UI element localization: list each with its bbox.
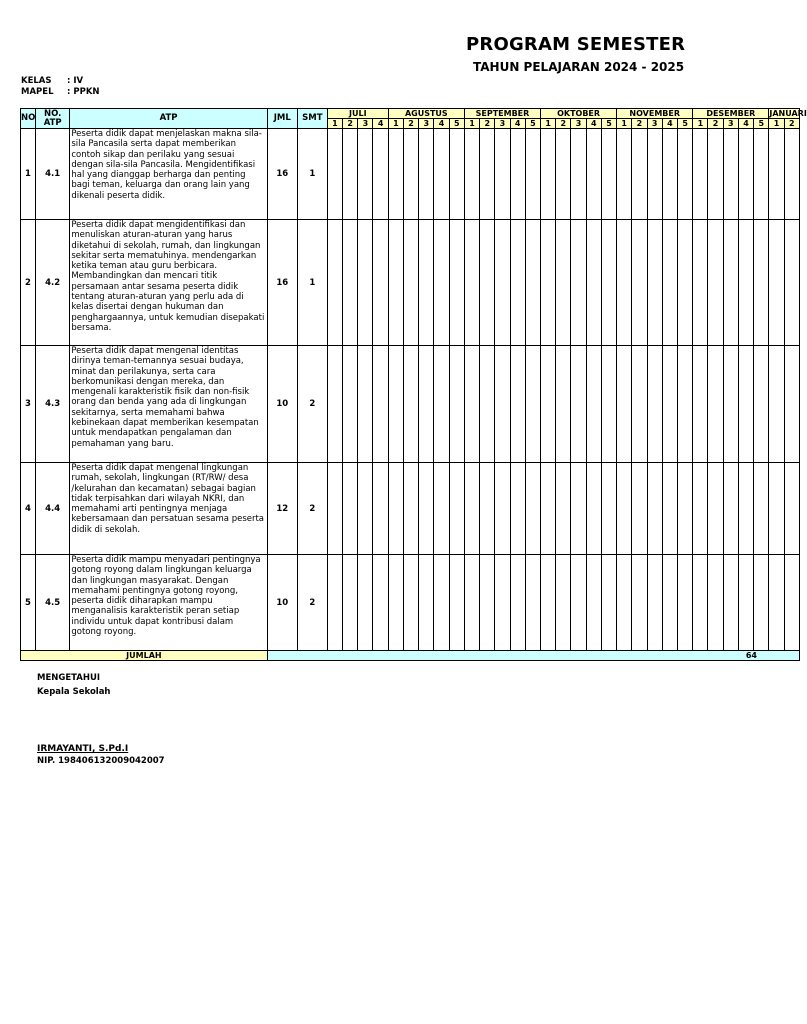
week-cell: [434, 220, 449, 346]
row-no-atp: 4.1: [36, 129, 70, 220]
week-cell: [419, 129, 434, 220]
month-header: OKTOBER: [541, 109, 617, 119]
mengetahui-label: MENGETAHUI: [37, 673, 101, 683]
week-cell: [647, 220, 662, 346]
week-cell: [343, 555, 358, 651]
mapel-label: MAPEL: [21, 87, 54, 97]
col-header-smt: SMT: [297, 109, 327, 129]
week-cell: [495, 463, 510, 555]
row-smt: 1: [297, 220, 327, 346]
week-cell: [738, 463, 753, 555]
week-cell: [708, 129, 723, 220]
week-cell: [738, 220, 753, 346]
page-subtitle: TAHUN PELAJARAN 2024 - 2025: [473, 60, 685, 74]
week-cell: [541, 463, 556, 555]
week-cell: [403, 346, 418, 463]
week-cell: [556, 555, 571, 651]
month-header: JULI: [327, 109, 388, 119]
week-cell: [495, 220, 510, 346]
week-cell: [617, 346, 632, 463]
week-cell: [525, 220, 540, 346]
week-cell: [373, 555, 388, 651]
week-cell: [449, 555, 464, 651]
week-header: 4: [434, 119, 449, 129]
week-cell: [464, 220, 479, 346]
week-cell: [373, 346, 388, 463]
week-cell: [784, 129, 799, 220]
week-cell: [601, 220, 616, 346]
week-header: 1: [464, 119, 479, 129]
week-header: 2: [480, 119, 495, 129]
week-cell: [677, 555, 692, 651]
week-cell: [464, 463, 479, 555]
week-cell: [738, 346, 753, 463]
week-cell: [541, 346, 556, 463]
week-header: 1: [541, 119, 556, 129]
week-cell: [601, 346, 616, 463]
program-semester-table: [20, 108, 807, 661]
week-cell: [327, 463, 342, 555]
week-header: 3: [358, 119, 373, 129]
week-cell: [677, 346, 692, 463]
row-smt: 2: [297, 463, 327, 555]
table-row: [21, 346, 800, 463]
week-cell: [373, 463, 388, 555]
week-header: 5: [449, 119, 464, 129]
table-row: [21, 129, 800, 220]
week-header: 1: [388, 119, 403, 129]
row-no: 1: [21, 129, 36, 220]
week-cell: [464, 129, 479, 220]
week-cell: [754, 129, 769, 220]
row-jml: 12: [267, 463, 297, 555]
week-cell: [662, 129, 677, 220]
col-header-no-atp: NO. ATP: [36, 109, 70, 129]
week-cell: [541, 555, 556, 651]
week-header: 2: [556, 119, 571, 129]
week-cell: [738, 555, 753, 651]
week-cell: [388, 463, 403, 555]
week-cell: [693, 555, 708, 651]
week-cell: [434, 129, 449, 220]
week-cell: [571, 220, 586, 346]
week-cell: [419, 346, 434, 463]
jumlah-label: JUMLAH: [21, 651, 268, 661]
week-cell: [495, 129, 510, 220]
week-cell: [586, 129, 601, 220]
week-cell: [708, 220, 723, 346]
mapel-value: : PPKN: [67, 87, 100, 97]
week-cell: [617, 463, 632, 555]
week-cell: [419, 555, 434, 651]
table-row: [21, 463, 800, 555]
kelas-value: : IV: [67, 76, 84, 86]
week-cell: [723, 220, 738, 346]
week-cell: [358, 346, 373, 463]
week-cell: [769, 463, 784, 555]
week-header: 1: [617, 119, 632, 129]
row-no: 4: [21, 463, 36, 555]
week-header: 3: [647, 119, 662, 129]
week-header: 4: [662, 119, 677, 129]
week-cell: [677, 220, 692, 346]
week-cell: [693, 220, 708, 346]
week-cell: [693, 346, 708, 463]
week-cell: [525, 555, 540, 651]
week-cell: [769, 220, 784, 346]
week-cell: [571, 555, 586, 651]
week-cell: [632, 129, 647, 220]
jumlah-total: 64: [267, 651, 799, 661]
page-title: PROGRAM SEMESTER: [466, 34, 686, 55]
week-cell: [769, 346, 784, 463]
row-atp-cell: [70, 129, 267, 220]
week-cell: [723, 555, 738, 651]
signer-name: IRMAYANTI, S.Pd.I: [37, 744, 129, 754]
row-smt: 2: [297, 555, 327, 651]
row-smt: 1: [297, 129, 327, 220]
week-cell: [510, 220, 525, 346]
row-jml: 10: [267, 555, 297, 651]
week-cell: [343, 220, 358, 346]
week-cell: [708, 555, 723, 651]
week-cell: [632, 220, 647, 346]
week-cell: [464, 346, 479, 463]
week-header: 4: [586, 119, 601, 129]
col-header-atp: ATP: [70, 109, 267, 129]
table-row: [21, 555, 800, 651]
row-no-atp: 4.5: [36, 555, 70, 651]
week-cell: [647, 346, 662, 463]
program-semester-table-wrapper: [20, 108, 807, 664]
week-cell: [586, 555, 601, 651]
week-cell: [647, 463, 662, 555]
week-cell: [434, 346, 449, 463]
week-cell: [403, 129, 418, 220]
week-cell: [449, 346, 464, 463]
week-header: 5: [754, 119, 769, 129]
week-cell: [556, 220, 571, 346]
week-cell: [358, 463, 373, 555]
week-cell: [434, 463, 449, 555]
week-cell: [358, 220, 373, 346]
month-header: DESEMBER: [693, 109, 769, 119]
row-atp-text: Peserta didik dapat mengenal lingkungan rumah, sekolah, lingkungan (RT/RW/ desa /kelurahan dan kecamatan) sebagai bagian tidak terpisahkan dari wilayah NKRI, dan memahami arti pentingnya menjaga kebersamaan dan persatuan sesama peserta didik di sekolah.: [71, 463, 265, 535]
week-cell: [388, 555, 403, 651]
week-header: 2: [632, 119, 647, 129]
week-header: 5: [677, 119, 692, 129]
week-cell: [617, 220, 632, 346]
row-jml: 10: [267, 346, 297, 463]
col-header-jml: JML: [267, 109, 297, 129]
week-cell: [556, 463, 571, 555]
week-cell: [662, 346, 677, 463]
week-cell: [556, 346, 571, 463]
week-cell: [586, 346, 601, 463]
week-cell: [586, 463, 601, 555]
week-cell: [403, 220, 418, 346]
week-cell: [358, 555, 373, 651]
row-atp-text: Peserta didik mampu menyadari pentingnya gotong royong dalam lingkungan keluarga dan lingkungan masyarakat. Dengan memahami pentingnya gotong royong, peserta didik diharapkan mampu menganalisis karakteristik peran setiap individu untuk dapat kontribusi dalam gotong royong.: [71, 555, 261, 638]
month-header: SEPTEMBER: [464, 109, 540, 119]
jumlah-row: [21, 651, 800, 661]
week-cell: [754, 346, 769, 463]
week-cell: [403, 555, 418, 651]
week-cell: [784, 346, 799, 463]
week-cell: [784, 555, 799, 651]
week-cell: [343, 129, 358, 220]
week-header: 2: [403, 119, 418, 129]
week-header: 1: [327, 119, 342, 129]
week-cell: [480, 129, 495, 220]
week-cell: [601, 463, 616, 555]
week-cell: [434, 555, 449, 651]
week-header: 3: [723, 119, 738, 129]
row-no: 5: [21, 555, 36, 651]
week-cell: [601, 129, 616, 220]
week-cell: [464, 555, 479, 651]
week-cell: [662, 555, 677, 651]
week-cell: [449, 129, 464, 220]
week-cell: [343, 346, 358, 463]
week-cell: [480, 463, 495, 555]
week-header: 1: [693, 119, 708, 129]
week-cell: [647, 555, 662, 651]
kelas-info: [21, 76, 83, 86]
week-cell: [419, 463, 434, 555]
row-no-atp: 4.3: [36, 346, 70, 463]
week-cell: [617, 129, 632, 220]
month-header: NOVEMBER: [617, 109, 693, 119]
week-cell: [723, 129, 738, 220]
table-header-row: [21, 109, 800, 119]
month-header: JANUARI: [769, 109, 807, 118]
week-cell: [327, 129, 342, 220]
row-atp-cell: [70, 555, 267, 651]
week-cell: [723, 346, 738, 463]
row-no: 3: [21, 346, 36, 463]
week-cell: [784, 220, 799, 346]
week-cell: [525, 463, 540, 555]
week-cell: [403, 463, 418, 555]
week-cell: [662, 463, 677, 555]
week-cell: [723, 463, 738, 555]
week-cell: [571, 129, 586, 220]
week-cell: [541, 220, 556, 346]
signer-nip: NIP. 198406132009042007: [37, 756, 165, 766]
week-cell: [601, 555, 616, 651]
week-cell: [677, 463, 692, 555]
week-cell: [343, 463, 358, 555]
week-cell: [358, 129, 373, 220]
row-smt: 2: [297, 346, 327, 463]
mapel-info: [21, 87, 100, 97]
week-cell: [373, 220, 388, 346]
week-cell: [480, 220, 495, 346]
week-cell: [677, 129, 692, 220]
week-header: 1: [769, 119, 784, 129]
table-row: [21, 220, 800, 346]
col-header-no: NO: [21, 109, 36, 129]
week-cell: [495, 346, 510, 463]
week-cell: [556, 129, 571, 220]
week-cell: [373, 129, 388, 220]
week-cell: [708, 463, 723, 555]
week-cell: [632, 555, 647, 651]
week-cell: [510, 346, 525, 463]
week-cell: [510, 555, 525, 651]
week-cell: [708, 346, 723, 463]
month-header: AGUSTUS: [388, 109, 464, 119]
week-cell: [632, 346, 647, 463]
week-cell: [449, 463, 464, 555]
week-cell: [571, 346, 586, 463]
week-cell: [693, 129, 708, 220]
week-cell: [632, 463, 647, 555]
row-atp-cell: [70, 220, 267, 346]
week-cell: [419, 220, 434, 346]
signer-role: Kepala Sekolah: [37, 687, 111, 697]
week-cell: [693, 463, 708, 555]
week-cell: [495, 555, 510, 651]
week-cell: [586, 220, 601, 346]
week-cell: [754, 555, 769, 651]
table-body: [21, 129, 800, 661]
week-cell: [754, 220, 769, 346]
week-header: 3: [571, 119, 586, 129]
week-header: 5: [525, 119, 540, 129]
week-cell: [480, 346, 495, 463]
week-cell: [617, 555, 632, 651]
week-cell: [525, 346, 540, 463]
week-cell: [784, 463, 799, 555]
week-header: 3: [419, 119, 434, 129]
week-cell: [541, 129, 556, 220]
week-cell: [388, 220, 403, 346]
week-header: 3: [495, 119, 510, 129]
week-header: 4: [510, 119, 525, 129]
week-header: 4: [373, 119, 388, 129]
week-cell: [510, 129, 525, 220]
week-header: 5: [601, 119, 616, 129]
week-header: 2: [343, 119, 358, 129]
row-atp-cell: [70, 346, 267, 463]
row-no: 2: [21, 220, 36, 346]
week-cell: [388, 346, 403, 463]
week-cell: [571, 463, 586, 555]
row-jml: 16: [267, 129, 297, 220]
week-cell: [388, 129, 403, 220]
week-cell: [769, 129, 784, 220]
row-atp-cell: [70, 463, 267, 555]
week-header: 2: [784, 119, 799, 129]
row-no-atp: 4.2: [36, 220, 70, 346]
week-cell: [769, 555, 784, 651]
row-atp-text: Peserta didik dapat mengidentifikasi dan menuliskan aturan-aturan yang harus diketahui di sekolah, rumah, dan lingkungan sekitar serta mematuhinya. mendengarkan ketika teman atau guru berbicara. Membandingkan dan mencari titik persamaan antar sesama peserta didik tentang aturan-aturan yang perlu ada di kelas disertai dengan hukuman dan penghargaannya, untuk kemudian disepakati bersama.: [71, 220, 265, 333]
week-cell: [525, 129, 540, 220]
week-header: 2: [708, 119, 723, 129]
week-cell: [738, 129, 753, 220]
week-header: 4: [738, 119, 753, 129]
week-cell: [327, 220, 342, 346]
week-cell: [510, 463, 525, 555]
week-cell: [449, 220, 464, 346]
row-jml: 16: [267, 220, 297, 346]
week-cell: [647, 129, 662, 220]
week-cell: [754, 463, 769, 555]
week-cell: [662, 220, 677, 346]
kelas-label: KELAS: [21, 76, 52, 86]
row-atp-text: Peserta didik dapat mengenal identitas dirinya teman-temannya sesuai budaya, minat dan perilakunya, serta cara berkomunikasi dengan mereka, dan mengenali karakteristik fisik dan non-fisik orang dan benda yang ada di lingkungan sekitarnya, serta memahami bahwa kebinekaan dapat memberikan kesempatan untuk mendapatkan pengalaman dan pemahaman yang baru.: [71, 346, 259, 449]
week-cell: [327, 346, 342, 463]
week-cell: [480, 555, 495, 651]
row-atp-text: Peserta didik dapat menjelaskan makna sila-sila Pancasila serta dapat memberikan contoh sikap dan perilaku yang sesuai dengan sila-sila Pancasila. Mengidentifikasi hal yang dianggap berharga dan penting bagi teman, keluarga dan orang lain yang dikenali peserta didik.: [71, 129, 262, 201]
row-no-atp: 4.4: [36, 463, 70, 555]
week-cell: [327, 555, 342, 651]
